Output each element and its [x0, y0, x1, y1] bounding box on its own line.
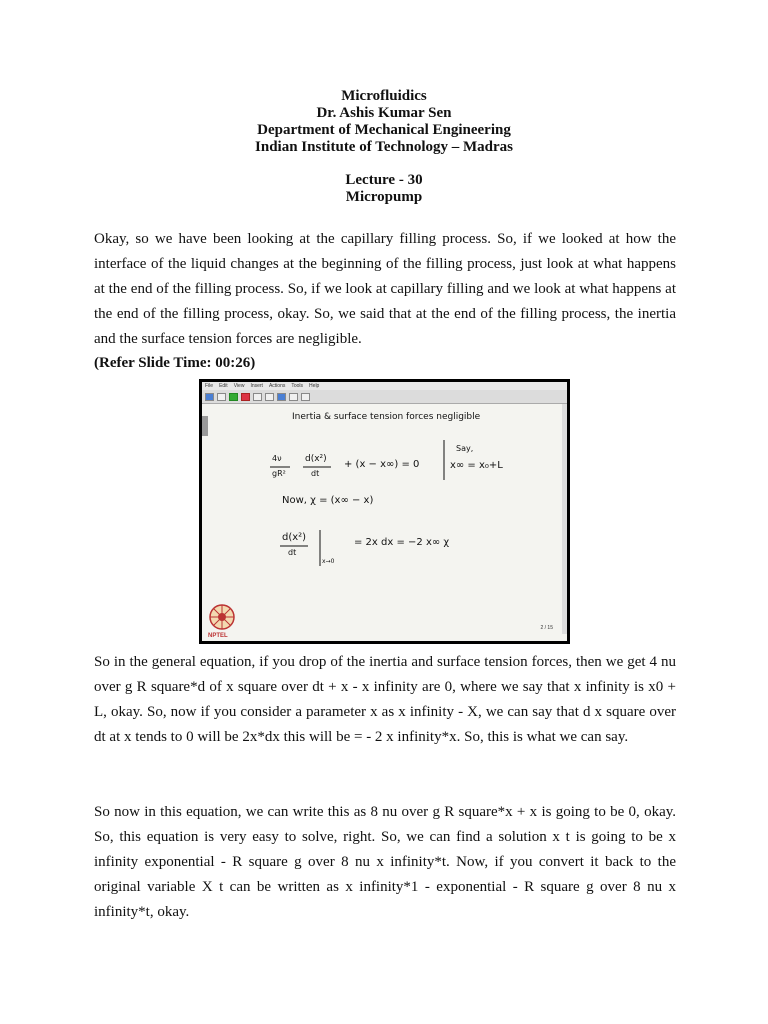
say-equation: x∞ = x₀+L [450, 460, 503, 471]
highlighter-icon [229, 393, 238, 401]
menu-item: Edit [219, 383, 228, 389]
nptel-logo-icon [208, 603, 236, 631]
lasso-icon [265, 393, 274, 401]
lecture-number: Lecture - 30 [345, 172, 423, 188]
nptel-logo-text: NPTEL [208, 633, 228, 639]
zoom-icon [289, 393, 298, 401]
select-tool-icon [253, 393, 262, 401]
menu-item: Insert [250, 383, 263, 389]
menu-item: View [233, 383, 245, 389]
paragraph-3: So now in this equation, we can write this as 8 nu over g R square*x + x is going to be 0, okay. So, this equation is very easy to solve, right. So, we can find a solution x t is going to be x infinity exponential - R square g over 8 nu x infinity*t. Now, if you convert it back to the original variable X t can be written as x infinity*1 - exponential - R square g over 8 nu x infinity*t, okay. [94, 804, 676, 920]
eq2-derivative: d(x²) [282, 532, 307, 543]
line-tool-icon [217, 393, 226, 401]
eq1-dt: dt [311, 469, 320, 478]
pen-tool-icon [205, 393, 214, 401]
sidebar-tab [202, 416, 208, 436]
document-header [0, 88, 768, 156]
course-title: Microfluidics [341, 88, 427, 104]
slide-scrollbar [562, 404, 567, 634]
eraser-icon [241, 393, 250, 401]
slide-toolbar [202, 390, 567, 404]
menu-item: Actions [268, 383, 286, 389]
eq2-rest: = 2x dx = −2 x∞ χ [354, 537, 450, 548]
undo-icon [301, 393, 310, 401]
eq1-rest: + (x − x∞) = 0 [344, 459, 420, 470]
say-label: Say, [456, 444, 474, 453]
menu-item: File [205, 383, 214, 389]
eq2-dt: dt [288, 548, 297, 557]
paragraph-2: So in the general equation, if you drop of the inertia and surface tension forces, then we get 4 nu over g R square*d of x square over dt + x - x infinity are 0, where we say that x infinity is x0 + L, okay. So, now if you consider a parameter x as x infinity - X, we can say that d x square over dt at x tends to 0 will be 2x*dx this will be = - 2 x infinity*x. So, this is what we can say. [94, 654, 676, 745]
eq1-derivative: d(x²) [305, 454, 327, 464]
refer-slide-time: (Refer Slide Time: 00:26) [94, 355, 256, 371]
paragraph-1: Okay, so we have been looking at the capillary filling process. So, if we looked at how the interface of the liquid changes at the beginning of the filling process, just look at what happens at the end of the filling process. So, if we look at capillary filling and we look at what happens at the end of the filling process, okay. So, we said that at the end of the filling process, the inertia and the surface tension forces are negligible. [94, 231, 676, 347]
insert-space-icon [277, 393, 286, 401]
lecture-heading [0, 172, 768, 206]
slide-heading: Inertia & surface tension forces negligible [292, 412, 481, 422]
lecture-slide-image [199, 379, 570, 644]
lecture-title: Micropump [345, 189, 423, 205]
institute-name: Indian Institute of Technology – Madras [255, 139, 513, 155]
department-name: Department of Mechanical Engineering [257, 122, 511, 138]
instructor-name: Dr. Ashis Kumar Sen [316, 105, 452, 121]
now-equation: Now, χ = (x∞ − x) [282, 495, 374, 506]
menu-item: Help [309, 383, 320, 389]
slide-menubar [202, 382, 567, 390]
slide-page-number: 2 / 15 [540, 625, 553, 631]
eq2-subscript: x→0 [322, 558, 335, 565]
say-divider [442, 440, 446, 482]
eq1-denominator: gR² [272, 469, 286, 478]
menu-item: Tools [291, 383, 304, 389]
eq1-numerator: 4ν [272, 454, 282, 463]
